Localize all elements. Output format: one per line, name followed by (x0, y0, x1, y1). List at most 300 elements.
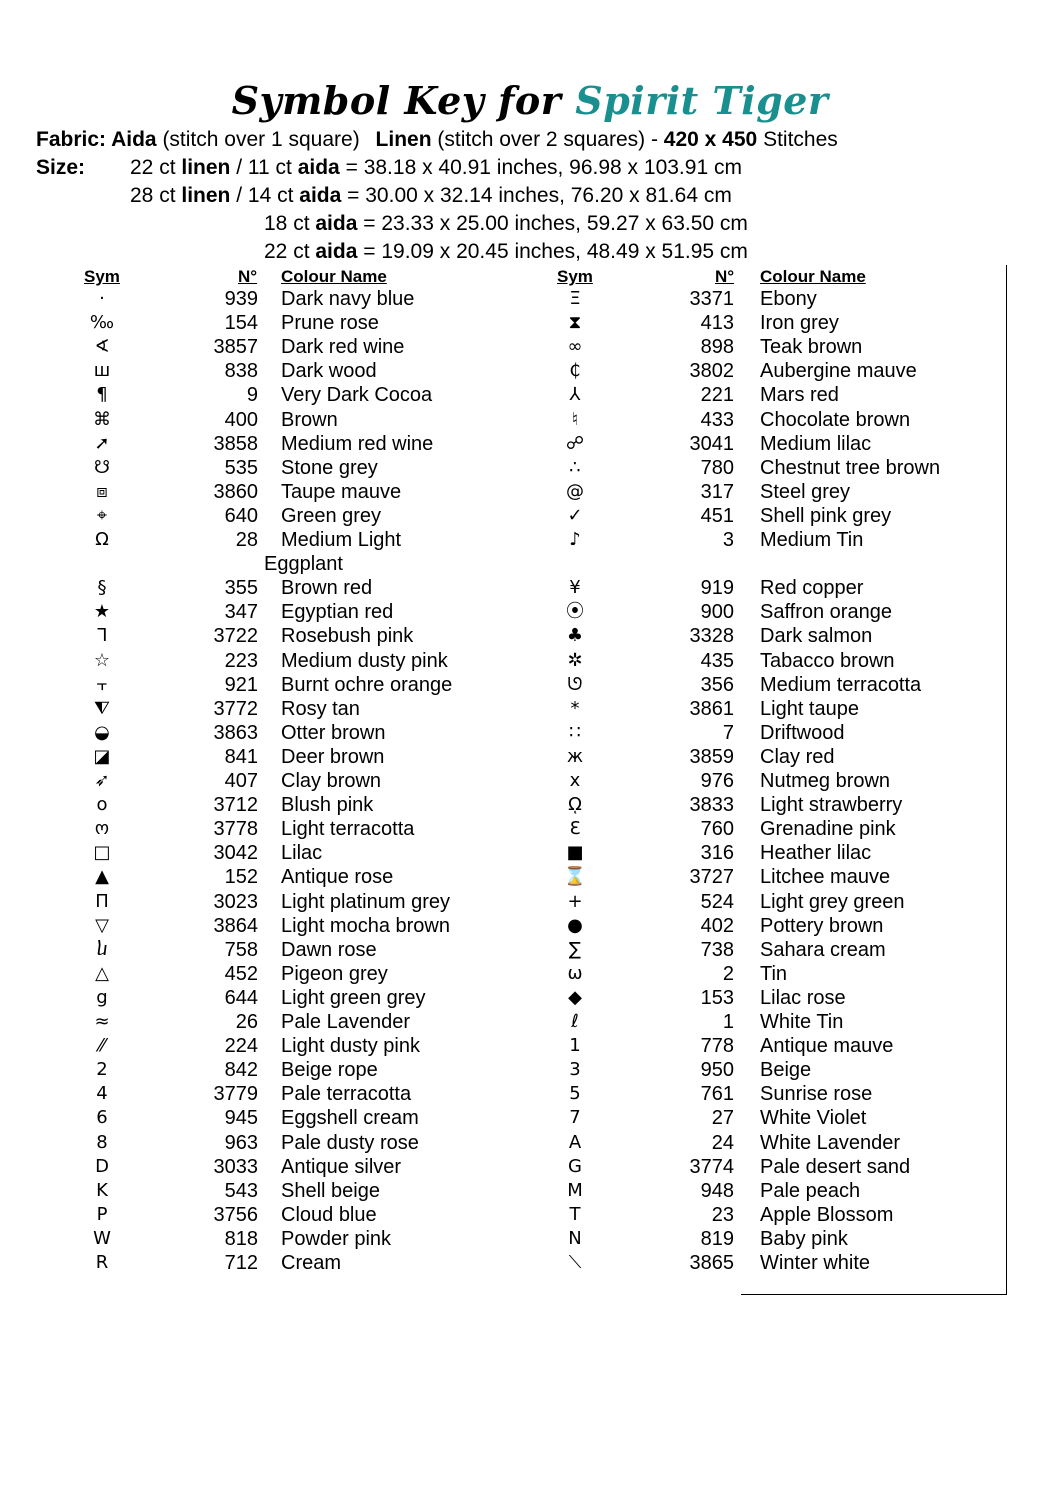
symbol-glyph: 1 (569, 1035, 581, 1057)
colour-name: Clay brown (281, 770, 382, 792)
colour-name: Pale desert sand (760, 1155, 911, 1178)
colour-name: Rosy tan (281, 697, 360, 720)
symbol-glyph: x (569, 770, 581, 791)
symbol-glyph: 4 (96, 1083, 108, 1105)
colour-name: Apple Blossom (760, 1203, 894, 1226)
colour-number: 900 (700, 601, 734, 624)
symbol-row (0, 769, 1060, 793)
symbol-row (0, 865, 1060, 889)
colour-number: 818 (224, 1227, 258, 1250)
colour-number: 3371 (689, 288, 734, 310)
colour-name: Heather lilac (760, 842, 872, 865)
colour-number: 3861 (689, 697, 734, 720)
symbol-glyph: Ω (95, 529, 109, 550)
colour-name: Chocolate brown (760, 408, 911, 431)
size-2-mid: / 14 ct (236, 184, 294, 207)
fabric-stitches: 420 x 450 (663, 128, 758, 151)
colour-name: Dark navy blue (281, 288, 415, 310)
symbol-glyph: ◒ (94, 721, 110, 743)
size-1-mid: / 11 ct (236, 156, 292, 179)
colour-name: Red copper (760, 577, 864, 600)
colour-name: White Tin (760, 1011, 844, 1033)
colour-number: 355 (224, 577, 258, 600)
colour-name: Light grey green (760, 890, 905, 913)
symbol-row (0, 1131, 1060, 1155)
colour-name: Otter brown (281, 721, 386, 744)
colour-name: Steel grey (760, 480, 851, 503)
symbol-glyph: ◆ (568, 986, 582, 1008)
colour-number: 3 (722, 529, 734, 551)
colour-name: White Violet (760, 1107, 867, 1130)
symbol-row (0, 1251, 1060, 1275)
symbol-row (0, 986, 1060, 1010)
colour-name: Deer brown (281, 745, 385, 768)
colour-name: Nutmeg brown (760, 770, 891, 792)
symbol-row (0, 528, 1060, 552)
colour-number: 640 (224, 504, 258, 527)
symbol-row (0, 432, 1060, 456)
colour-number: 400 (224, 408, 258, 431)
colour-number: 3778 (213, 818, 258, 841)
fabric-stitches-label: Stitches (763, 128, 838, 151)
colour-number: 758 (224, 938, 258, 961)
symbol-glyph: R (95, 1252, 109, 1273)
header-sym-right: Sym (557, 267, 593, 286)
symbol-glyph: ♪ (569, 529, 581, 550)
colour-number: 3779 (213, 1083, 258, 1106)
colour-name: Light taupe (760, 697, 859, 720)
fabric-line (36, 128, 838, 152)
colour-name: Light strawberry (760, 794, 903, 817)
symbol-glyph: ⧈ (96, 480, 108, 502)
colour-number: 402 (700, 914, 734, 937)
table-right-border (1006, 265, 1007, 1295)
colour-number: 9 (246, 384, 258, 407)
symbol-row (0, 890, 1060, 914)
table-bottom-border (741, 1294, 1007, 1295)
symbol-glyph: ¶ (96, 384, 108, 406)
colour-number: 738 (700, 938, 734, 961)
colour-name: Medium lilac (760, 432, 872, 455)
colour-number: 154 (224, 312, 258, 335)
fabric-aida: Aida (111, 128, 157, 151)
colour-name: Eggshell cream (281, 1107, 419, 1130)
size-1-pre: 22 ct (130, 156, 176, 179)
fabric-linen-note: (stitch over 2 squares) - (437, 128, 658, 151)
symbol-glyph: ⌛ (563, 866, 587, 888)
colour-name: Saffron orange (760, 601, 892, 624)
symbol-glyph: o (96, 794, 108, 816)
symbol-glyph: ∑ (568, 938, 582, 960)
colour-number: 760 (700, 818, 734, 841)
symbol-glyph: △ (95, 962, 109, 984)
colour-number: 898 (700, 336, 734, 359)
colour-number: 3727 (689, 866, 734, 889)
colour-number: 950 (700, 1059, 734, 1082)
fabric-linen: Linen (375, 128, 432, 151)
colour-name: Stone grey (281, 456, 378, 479)
colour-name: Mars red (760, 384, 839, 407)
colour-number: 153 (700, 986, 734, 1009)
colour-name: Sahara cream (760, 938, 886, 961)
colour-number: 644 (224, 986, 258, 1009)
colour-name: Egyptian red (281, 601, 394, 624)
symbol-glyph: ➚ (94, 432, 110, 454)
size-line-3 (264, 212, 748, 236)
colour-number: 919 (700, 577, 734, 600)
symbol-glyph: A (568, 1131, 582, 1153)
colour-name: Pale dusty rose (281, 1131, 419, 1154)
size-4-post: = 19.09 x 20.45 inches, 48.49 x 51.95 cm (363, 240, 748, 263)
symbol-row (0, 456, 1060, 480)
symbol-glyph: ● (567, 914, 583, 936)
symbol-glyph: · (99, 288, 105, 309)
colour-number: 3772 (213, 697, 258, 720)
colour-number: 27 (711, 1107, 734, 1130)
colour-number: 3328 (689, 625, 734, 648)
size-3-post: = 23.33 x 25.00 inches, 59.27 x 63.50 cm (363, 212, 748, 235)
colour-name-continued: Eggplant (264, 553, 343, 576)
symbol-glyph: Π (95, 890, 109, 912)
symbol-glyph: ⧗ (568, 312, 582, 334)
colour-name: Brown (281, 408, 338, 431)
colour-name: Driftwood (760, 721, 845, 744)
size-1-w1: linen (181, 156, 231, 179)
colour-name: Pale terracotta (281, 1083, 412, 1106)
symbol-glyph: ⫟ (96, 673, 108, 695)
symbol-row (0, 1106, 1060, 1130)
colour-name: Aubergine mauve (760, 360, 917, 383)
symbol-glyph: T (569, 1203, 581, 1225)
symbol-row (0, 600, 1060, 624)
symbol-glyph: § (97, 577, 107, 599)
symbol-glyph: ▲ (95, 866, 109, 888)
colour-number: 3865 (689, 1252, 734, 1274)
colour-name: Lilac rose (760, 986, 846, 1009)
colour-number: 3857 (213, 336, 258, 359)
colour-name: White Lavender (760, 1131, 901, 1154)
symbol-glyph: 2 (96, 1059, 108, 1081)
symbol-row (0, 697, 1060, 721)
size-2-post: = 30.00 x 32.14 inches, 76.20 x 81.64 cm (347, 184, 732, 207)
symbol-glyph: 6 (96, 1107, 108, 1129)
symbol-row (0, 817, 1060, 841)
colour-number: 451 (700, 504, 734, 527)
symbol-glyph: K (96, 1179, 108, 1201)
symbol-row (0, 1203, 1060, 1227)
page-title (0, 78, 1060, 123)
colour-name: Sunrise rose (760, 1083, 873, 1106)
size-1-w2: aida (297, 156, 340, 179)
symbol-glyph: ☍ (565, 432, 585, 454)
symbol-glyph: ■ (566, 842, 584, 864)
symbol-glyph: ∴ (569, 456, 581, 478)
colour-number: 223 (224, 649, 258, 672)
colour-number: 3774 (689, 1155, 734, 1178)
colour-number: 452 (224, 962, 258, 985)
colour-number: 3023 (213, 890, 258, 913)
symbol-row (0, 287, 1060, 311)
colour-name: Dark red wine (281, 336, 405, 359)
symbol-row (0, 359, 1060, 383)
colour-number: 317 (700, 480, 734, 503)
colour-name: Powder pink (281, 1227, 392, 1250)
colour-name: Light terracotta (281, 818, 415, 841)
symbol-glyph: @ (566, 480, 584, 502)
size-2-pre: 28 ct (130, 184, 176, 207)
colour-number: 841 (224, 745, 258, 768)
colour-number: 3722 (213, 625, 258, 648)
colour-number: 780 (700, 456, 734, 479)
symbol-glyph: N (568, 1227, 582, 1249)
colour-number: 838 (224, 360, 258, 383)
colour-name: Pigeon grey (281, 962, 388, 985)
colour-name: Antique mauve (760, 1035, 894, 1058)
symbol-row (0, 335, 1060, 359)
symbol-row (0, 1058, 1060, 1082)
colour-number: 407 (224, 770, 258, 792)
colour-name: Prune rose (281, 312, 379, 335)
symbol-glyph: 7 (569, 1107, 581, 1129)
colour-name: Antique silver (281, 1155, 402, 1178)
symbol-glyph: ➶ (94, 770, 110, 791)
colour-number: 7 (722, 721, 734, 744)
colour-number: 3802 (689, 360, 734, 383)
colour-number: 3756 (213, 1203, 258, 1226)
colour-number: 976 (700, 770, 734, 792)
symbol-glyph: ♣ (566, 625, 584, 647)
header-name-right: Colour Name (760, 267, 866, 286)
colour-number: 3833 (689, 794, 734, 817)
colour-name: Shell pink grey (760, 504, 892, 527)
symbol-glyph: * (570, 697, 580, 719)
size-1-post: = 38.18 x 40.91 inches, 96.98 x 103.91 cm (345, 156, 742, 179)
colour-name: Medium Light (281, 529, 402, 551)
symbol-glyph: ш (93, 360, 111, 382)
size-2-w1: linen (181, 184, 231, 207)
colour-number: 3860 (213, 480, 258, 503)
fabric-aida-note: (stitch over 1 square) (162, 128, 360, 151)
symbol-glyph: ∷ (569, 721, 581, 743)
header-num-left: N° (238, 267, 258, 286)
symbol-glyph: ⌘ (93, 408, 111, 430)
colour-number: 778 (700, 1035, 734, 1058)
colour-name: Tabacco brown (760, 649, 895, 672)
symbol-glyph: Ξ (569, 288, 581, 309)
colour-name: Litchee mauve (760, 866, 891, 889)
colour-number: 842 (224, 1059, 258, 1082)
symbol-row (0, 408, 1060, 432)
symbol-glyph: ω (567, 962, 583, 984)
colour-name: Beige (760, 1059, 812, 1082)
fabric-label: Fabric: (36, 128, 107, 151)
colour-name: Cloud blue (281, 1203, 377, 1226)
colour-name: Lilac (281, 842, 323, 865)
symbol-row (0, 841, 1060, 865)
symbol-glyph: ⁄⁄ (98, 1035, 105, 1057)
colour-name: Winter white (760, 1252, 871, 1274)
colour-name: Chestnut tree brown (760, 456, 941, 479)
colour-number: 435 (700, 649, 734, 672)
symbol-glyph: ¥ (569, 577, 581, 599)
symbol-glyph: ♮ (571, 408, 579, 430)
colour-number: 3859 (689, 745, 734, 768)
colour-name: Rosebush pink (281, 625, 414, 648)
colour-number: 535 (224, 456, 258, 479)
colour-number: 2 (722, 962, 734, 985)
header-sym-left: Sym (84, 267, 120, 286)
colour-name: Clay red (760, 745, 835, 768)
symbol-row (0, 938, 1060, 962)
symbol-glyph: M (567, 1179, 583, 1201)
symbol-glyph: ⧨ (93, 697, 111, 719)
colour-name: Brown red (281, 577, 373, 600)
colour-name: Beige rope (281, 1059, 378, 1082)
symbol-glyph: ∞ (567, 336, 583, 358)
symbol-glyph: + (567, 890, 583, 912)
colour-number: 433 (700, 408, 734, 431)
colour-name: Ebony (760, 288, 817, 310)
pattern-name: Spirit Tiger (575, 78, 829, 123)
symbol-row (0, 624, 1060, 648)
colour-name: Dark salmon (760, 625, 873, 648)
colour-name: Medium Tin (760, 529, 864, 551)
symbol-row (0, 311, 1060, 335)
colour-number: 3042 (213, 842, 258, 865)
symbol-glyph: P (96, 1203, 108, 1225)
colour-number: 224 (224, 1035, 258, 1058)
colour-name: Burnt ochre orange (281, 673, 453, 696)
colour-name: Medium terracotta (760, 673, 922, 696)
symbol-glyph: ⌖ (96, 504, 108, 526)
symbol-glyph: ☆ (93, 649, 111, 671)
size-line-1 (130, 156, 742, 180)
colour-name: Green grey (281, 504, 382, 527)
symbol-row (0, 721, 1060, 745)
symbol-glyph: □ (93, 842, 111, 864)
symbol-glyph: W (93, 1227, 111, 1249)
colour-number: 23 (711, 1203, 734, 1226)
colour-number: 761 (700, 1083, 734, 1106)
size-4-w1: aida (315, 240, 358, 263)
symbol-row (0, 914, 1060, 938)
symbol-glyph: G (568, 1155, 582, 1177)
size-label: Size: (36, 156, 86, 179)
colour-number: 3858 (213, 432, 258, 455)
symbol-glyph: ▽ (95, 914, 109, 936)
colour-name: Light platinum grey (281, 890, 450, 913)
colour-number: 28 (235, 529, 258, 551)
symbol-glyph: ◪ (93, 745, 111, 767)
symbol-glyph: ≈ (94, 1011, 110, 1032)
symbol-glyph: ★ (93, 601, 111, 623)
symbol-row (0, 576, 1060, 600)
colour-name: Pale peach (760, 1179, 861, 1202)
colour-name: Medium red wine (281, 432, 434, 455)
symbol-glyph: ‰ (89, 312, 115, 334)
symbol-glyph: ᒣ (96, 625, 108, 647)
symbol-glyph: ж (566, 745, 584, 767)
colour-number: 24 (711, 1131, 734, 1154)
colour-name: Iron grey (760, 312, 839, 335)
colour-number: 347 (224, 601, 258, 624)
colour-number: 3041 (689, 432, 734, 455)
symbol-glyph: ო (94, 818, 110, 840)
symbol-row (0, 793, 1060, 817)
symbol-row (0, 383, 1060, 407)
colour-number: 819 (700, 1227, 734, 1250)
colour-name: Shell beige (281, 1179, 380, 1202)
symbol-glyph: ☋ (94, 456, 110, 478)
symbol-glyph: D (95, 1155, 109, 1177)
symbol-row (0, 1010, 1060, 1034)
symbol-row (0, 962, 1060, 986)
colour-name: Dark wood (281, 360, 377, 383)
symbol-glyph: ℓ (571, 1011, 579, 1032)
symbol-glyph: ∢ (94, 336, 110, 358)
colour-number: 921 (224, 673, 258, 696)
size-line-2 (130, 184, 732, 208)
colour-name: Pale Lavender (281, 1011, 410, 1033)
header-name-left: Colour Name (281, 267, 387, 286)
symbol-glyph: ✓ (567, 504, 583, 526)
colour-name: Light dusty pink (281, 1035, 420, 1058)
symbol-glyph: ⴑ (96, 938, 108, 960)
symbol-glyph: ✲ (567, 649, 583, 671)
symbol-glyph: 3 (569, 1059, 581, 1081)
symbol-row (0, 504, 1060, 528)
symbol-row (0, 1082, 1060, 1106)
colour-name: Tin (760, 962, 788, 985)
colour-name: Taupe mauve (281, 480, 402, 503)
colour-name: Light green grey (281, 986, 426, 1009)
colour-name: Dawn rose (281, 938, 377, 961)
colour-number: 152 (224, 866, 258, 889)
symbol-glyph: ᘎ (567, 673, 583, 695)
colour-name: Medium dusty pink (281, 649, 448, 672)
size-3-w1: aida (315, 212, 358, 235)
symbol-row (0, 649, 1060, 673)
header-num-right: N° (715, 267, 735, 286)
symbol-glyph: ῼ (568, 794, 582, 816)
symbol-row (0, 480, 1060, 504)
colour-number: 3033 (213, 1155, 258, 1178)
symbol-glyph: ⟍ (568, 1252, 582, 1273)
symbol-glyph: ⅄ (569, 384, 581, 406)
colour-name: Teak brown (760, 336, 863, 359)
symbol-glyph: g (96, 986, 108, 1008)
symbol-row (0, 673, 1060, 697)
colour-name: Light mocha brown (281, 914, 450, 937)
symbol-glyph: 8 (96, 1131, 108, 1153)
colour-number: 221 (700, 384, 734, 407)
colour-number: 1 (722, 1011, 734, 1033)
symbol-glyph: ₵ (569, 360, 581, 382)
symbol-row (0, 1034, 1060, 1058)
colour-number: 3864 (213, 914, 258, 937)
title-prefix: Symbol Key for (231, 78, 562, 123)
size-2-w2: aida (299, 184, 342, 207)
colour-name: Pottery brown (760, 914, 884, 937)
colour-number: 948 (700, 1179, 734, 1202)
colour-number: 316 (700, 842, 734, 865)
colour-number: 945 (224, 1107, 258, 1130)
symbol-glyph: Ɛ (569, 818, 581, 840)
colour-name: Very Dark Cocoa (281, 384, 433, 407)
symbol-glyph: ⦿ (566, 601, 584, 623)
colour-name: Blush pink (281, 794, 374, 817)
colour-number: 356 (700, 673, 734, 696)
